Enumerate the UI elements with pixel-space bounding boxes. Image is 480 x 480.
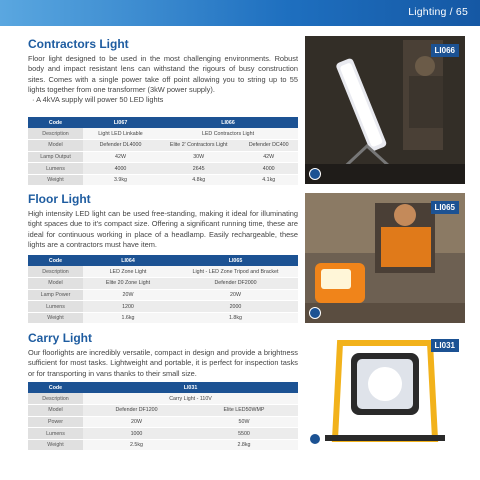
table-cell: Model	[28, 278, 83, 290]
table-header-cell: Code	[28, 255, 83, 266]
table-cell: 1.8kg	[173, 312, 298, 324]
product-photo-floor	[305, 193, 465, 323]
table-cell: Defender DF2000	[173, 278, 298, 290]
ip-rating-icon	[309, 168, 321, 180]
table-cell: LED Contractors Light	[158, 128, 298, 140]
table-cell: 4000	[239, 163, 298, 175]
table-header-cell: LI064	[83, 255, 173, 266]
table-header-cell: Code	[28, 117, 83, 128]
table-cell: Defender DL4000	[83, 140, 158, 152]
table-row	[28, 428, 298, 440]
table-header-cell: Code	[28, 382, 83, 393]
table-header-row	[28, 255, 298, 266]
table-cell: Weight	[28, 439, 83, 451]
table-cell: Power	[28, 416, 83, 428]
table-cell: 2645	[158, 163, 239, 175]
table-cell: Description	[28, 393, 83, 405]
section-bullet: · A 4kVA supply will power 50 LED lights	[32, 95, 164, 105]
table-row	[28, 278, 298, 290]
contractors-light-image	[305, 36, 465, 184]
table-cell: Weight	[28, 174, 83, 186]
table-cell: Carry Light - 110V	[83, 393, 298, 405]
table-cell: Model	[28, 405, 83, 417]
table-cell: Defender DC400	[239, 140, 298, 152]
table-header-cell: LI031	[83, 382, 298, 393]
table-cell: 42W	[83, 151, 158, 163]
product-code-badge: LI066	[431, 44, 459, 57]
table-cell: 5500	[190, 428, 298, 440]
table-cell: Weight	[28, 312, 83, 324]
table-row	[28, 266, 298, 278]
table-cell: Description	[28, 266, 83, 278]
section-title: Floor Light	[28, 192, 91, 206]
table-cell: Light LED Linkable	[83, 128, 158, 140]
table-row	[28, 301, 298, 313]
table-header-cell: LI065	[173, 255, 298, 266]
table-cell: Elite 20 Zone Light	[83, 278, 173, 290]
table-cell: Light - LED Zone Tripod and Bracket	[173, 266, 298, 278]
table-cell: 4.8kg	[158, 174, 239, 186]
table-header-row	[28, 382, 298, 393]
ip-rating-icon	[309, 433, 321, 445]
table-row	[28, 289, 298, 301]
table-cell: 4.1kg	[239, 174, 298, 186]
section-title: Carry Light	[28, 331, 93, 345]
table-cell: 20W	[83, 416, 190, 428]
table-row	[28, 151, 298, 163]
table-cell: Elite 2' Contractors Light	[158, 140, 239, 152]
table-cell: 30W	[158, 151, 239, 163]
table-row	[28, 405, 298, 417]
table-cell: 1000	[83, 428, 190, 440]
table-cell: 20W	[173, 289, 298, 301]
table-cell: 42W	[239, 151, 298, 163]
table-cell: 1200	[83, 301, 173, 313]
table-cell: 20W	[83, 289, 173, 301]
table-row	[28, 416, 298, 428]
product-code-badge: LI031	[431, 339, 459, 352]
page-header	[0, 0, 480, 26]
table-cell: 1.6kg	[83, 312, 173, 324]
table-cell: Elite LED50WMP	[190, 405, 298, 417]
table-cell: Lumens	[28, 163, 83, 175]
section-title: Contractors Light	[28, 37, 129, 51]
table-cell: 4000	[83, 163, 158, 175]
table-cell: 2.8kg	[190, 439, 298, 451]
section-description: Floor light designed to be used in the most challenging environments. Robust body and impact resistant lens can withstand the rigours of busy construction sites. Comes with a single power take off point allowing you to string up to 55 lights together from one transformer (3kW power supply).	[28, 54, 298, 94]
table-cell: Lamp Power	[28, 289, 83, 301]
table-cell: 50W	[190, 416, 298, 428]
table-cell: Lumens	[28, 428, 83, 440]
table-row	[28, 163, 298, 175]
section-description: Our floorlights are incredibly versatile, compact in design and provide a brightness sufficient for most tasks. Lightweight and portable, it is perfect for inspection tasks or for transporting in vans thanks to their small size.	[28, 348, 298, 378]
page-label: Lighting / 65	[408, 6, 468, 18]
spec-table-floor	[28, 255, 298, 324]
table-cell: 2.5kg	[83, 439, 190, 451]
table-header-cell: LI067	[83, 117, 158, 128]
table-row	[28, 312, 298, 324]
table-cell: Description	[28, 128, 83, 140]
table-cell: 3.9kg	[83, 174, 158, 186]
table-header-row	[28, 117, 298, 128]
table-row	[28, 128, 298, 140]
table-cell: Defender DF1200	[83, 405, 190, 417]
product-code-badge: LI065	[431, 201, 459, 214]
table-row	[28, 439, 298, 451]
table-cell: 2000	[173, 301, 298, 313]
product-photo-carry	[305, 331, 465, 449]
table-row	[28, 174, 298, 186]
table-row	[28, 140, 298, 152]
table-cell: LED Zone Light	[83, 266, 173, 278]
table-header-cell: LI066	[158, 117, 298, 128]
table-cell: Model	[28, 140, 83, 152]
table-cell: Lumens	[28, 301, 83, 313]
table-cell: Lamp Output	[28, 151, 83, 163]
ip-rating-icon	[309, 307, 321, 319]
spec-table-contractors	[28, 117, 298, 186]
section-description: High intensity LED light can be used free-standing, making it ideal for illuminating tight spaces due to it's compact size. Offering a significant running time, these are ideal for continuous working in place of a headlamp. Easily rechargeable, these lights are a contractors must have item.	[28, 209, 298, 249]
product-photo-contractors	[305, 36, 465, 184]
table-row	[28, 393, 298, 405]
spec-table-carry	[28, 382, 298, 451]
